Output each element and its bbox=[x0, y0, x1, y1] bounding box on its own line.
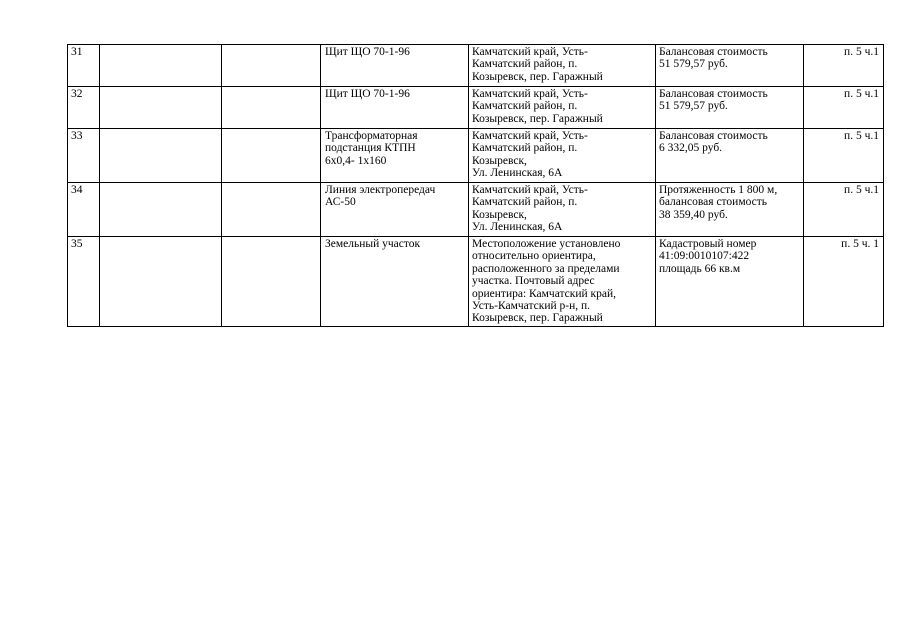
object-characteristic bbox=[656, 45, 804, 87]
characteristic-line: балансовая стоимость bbox=[659, 196, 768, 209]
empty-cell bbox=[222, 45, 321, 87]
empty-cell bbox=[100, 183, 222, 237]
characteristic-line: площадь 66 кв.м bbox=[659, 262, 741, 275]
table-row bbox=[68, 183, 884, 237]
empty-cell bbox=[100, 87, 222, 129]
address-line: Камчатский край, Усть- bbox=[472, 130, 588, 142]
address-line: Ул. Ленинская, 6А bbox=[472, 221, 563, 234]
characteristic-line: Кадастровый номер bbox=[659, 238, 757, 250]
property-registry-table bbox=[67, 44, 884, 327]
name-line: подстанция КТПН bbox=[325, 142, 416, 155]
name-line: Линия электропередач bbox=[325, 184, 436, 196]
address-line: Козыревск, пер. Гаражный bbox=[472, 70, 603, 83]
name-line: Щит ЩО 70-1-96 bbox=[325, 88, 410, 100]
address-line: расположенного за пределами bbox=[472, 262, 620, 275]
characteristic-line: 38 359,40 руб. bbox=[659, 208, 728, 221]
table-row bbox=[68, 129, 884, 183]
table-row bbox=[68, 87, 884, 129]
address-line: Камчатский район, п. bbox=[472, 58, 578, 71]
object-characteristic bbox=[656, 87, 804, 129]
object-characteristic bbox=[656, 129, 804, 183]
empty-cell bbox=[100, 129, 222, 183]
legal-basis: п. 5 ч. 1 bbox=[804, 237, 884, 327]
address-line: Камчатский край, Усть- bbox=[472, 184, 588, 196]
empty-cell bbox=[100, 45, 222, 87]
object-name bbox=[321, 45, 469, 87]
name-line: АС-50 bbox=[325, 196, 356, 209]
object-characteristic bbox=[656, 237, 804, 327]
table-row bbox=[68, 45, 884, 87]
address-line: Козыревск, пер. Гаражный bbox=[472, 112, 603, 125]
object-address bbox=[469, 129, 656, 183]
characteristic-line: 51 579,57 руб. bbox=[659, 100, 728, 113]
name-line: Щит ЩО 70-1-96 bbox=[325, 46, 410, 58]
address-line: Козыревск, bbox=[472, 208, 527, 221]
address-line: Козыревск, bbox=[472, 154, 527, 167]
characteristic-line: Протяженность 1 800 м, bbox=[659, 184, 778, 196]
address-line: Камчатский край, Усть- bbox=[472, 46, 588, 58]
characteristic-line: Балансовая стоимость bbox=[659, 130, 768, 142]
address-line: Козыревск, пер. Гаражный bbox=[472, 312, 603, 325]
characteristic-line: 6 332,05 руб. bbox=[659, 142, 723, 155]
object-name bbox=[321, 183, 469, 237]
address-line: участка. Почтовый адрес bbox=[472, 275, 595, 288]
address-line: Местоположение установлено bbox=[472, 238, 621, 250]
row-number: 31 bbox=[68, 45, 100, 87]
row-number: 35 bbox=[68, 237, 100, 327]
address-line: относительно ориентира, bbox=[472, 250, 596, 263]
address-line: Камчатский район, п. bbox=[472, 100, 578, 113]
address-line: Камчатский район, п. bbox=[472, 196, 578, 209]
legal-basis: п. 5 ч.1 bbox=[804, 87, 884, 129]
characteristic-line: Балансовая стоимость bbox=[659, 88, 768, 100]
row-number: 33 bbox=[68, 129, 100, 183]
empty-cell bbox=[222, 237, 321, 327]
address-line: ориентира: Камчатский край, bbox=[472, 287, 617, 300]
empty-cell bbox=[100, 237, 222, 327]
empty-cell bbox=[222, 87, 321, 129]
name-line: Трансформаторная bbox=[325, 130, 418, 142]
object-address bbox=[469, 45, 656, 87]
legal-basis: п. 5 ч.1 bbox=[804, 129, 884, 183]
empty-cell bbox=[222, 129, 321, 183]
empty-cell bbox=[222, 183, 321, 237]
object-address bbox=[469, 183, 656, 237]
object-address bbox=[469, 237, 656, 327]
characteristic-line: Балансовая стоимость bbox=[659, 46, 768, 58]
object-name bbox=[321, 129, 469, 183]
address-line: Ул. Ленинская, 6А bbox=[472, 167, 563, 180]
address-line: Усть-Камчатский р-н, п. bbox=[472, 300, 591, 313]
row-number: 32 bbox=[68, 87, 100, 129]
characteristic-line: 41:09:0010107:422 bbox=[659, 250, 750, 263]
object-address bbox=[469, 87, 656, 129]
row-number: 34 bbox=[68, 183, 100, 237]
object-name bbox=[321, 237, 469, 327]
legal-basis: п. 5 ч.1 bbox=[804, 183, 884, 237]
address-line: Камчатский район, п. bbox=[472, 142, 578, 155]
object-characteristic bbox=[656, 183, 804, 237]
legal-basis: п. 5 ч.1 bbox=[804, 45, 884, 87]
object-name bbox=[321, 87, 469, 129]
address-line: Камчатский край, Усть- bbox=[472, 88, 588, 100]
name-line: Земельный участок bbox=[325, 238, 421, 250]
name-line: 6х0,4- 1х160 bbox=[325, 154, 387, 167]
table-row bbox=[68, 237, 884, 327]
characteristic-line: 51 579,57 руб. bbox=[659, 58, 728, 71]
